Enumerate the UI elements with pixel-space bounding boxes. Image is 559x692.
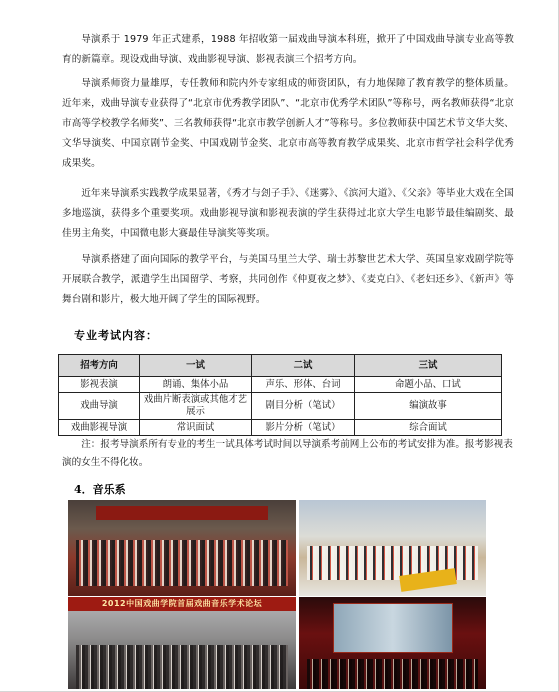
group-photo-concert-hall <box>68 500 296 596</box>
stage-banner <box>96 506 268 520</box>
performers-crowd <box>76 540 288 586</box>
table-row <box>59 377 502 393</box>
table-row <box>59 420 502 436</box>
exam-table <box>58 354 502 436</box>
table-cell: 影片分析（笔试） <box>252 420 355 436</box>
exam-content-heading: 专业考试内容： <box>74 329 158 342</box>
table-header-cell: 三试 <box>355 355 502 377</box>
table-row <box>59 393 502 420</box>
table-cell: 编演故事 <box>355 393 502 420</box>
table-cell: 戏曲导演 <box>59 393 140 420</box>
table-cell: 戏曲影视导演 <box>59 420 140 436</box>
forum-participants <box>76 645 288 689</box>
exam-note: 注：报考导演系所有专业的考生一试具体考试时间以导演系考前网上公布的考试安排为准。报考影视表演的女生不得化妆。 <box>62 439 513 468</box>
table-header-cell: 一试 <box>140 355 252 377</box>
table-cell: 综合面试 <box>355 420 502 436</box>
table-cell: 影视表演 <box>59 377 140 393</box>
table-cell: 剧目分析（笔试） <box>252 393 355 420</box>
group-photo-forum <box>68 597 296 689</box>
orchestra-crowd <box>307 659 478 689</box>
table-cell: 戏曲片断表演或其他才艺展示 <box>140 393 252 420</box>
international-paragraph: 导演系搭建了面向国际的教学平台，与美国马里兰大学、瑞士苏黎世艺术大学、英国皇家戏剧学院等开展联合教学，派遣学生出国留学、考察，共同创作《仲夏夜之梦》、《麦克白》、《老妇还乡》、《新声》等舞台剧和影片，极大地开阔了学生的国际视野。 <box>62 254 514 305</box>
stage-performance-photo <box>299 597 486 689</box>
faculty-paragraph: 导演系师资力量雄厚，专任教师和院内外专家组成的师资团队，有力地保障了教育教学的整体质量。近年来，戏曲导演专业获得了“北京市优秀教学团队”、“北京市优秀学术团队”等称号，两名教师获得“北京市高等学校教学名师奖”、三名教师获得“北京市教学创新人才”等称号。多位教师获中国艺术节文华大奖、文华导演奖、中国京剧节金奖、中国戏剧节金奖、北京市高等教育教学成果奖、北京市哲学社会科学优秀成果奖。 <box>62 78 514 169</box>
group-photo-outdoor <box>299 500 486 596</box>
forum-banner: 2012中国戏曲学院首届戏曲音乐学术论坛 <box>68 597 296 611</box>
table-cell: 声乐、形体、台词 <box>252 377 355 393</box>
table-header-cell: 招考方向 <box>59 355 140 377</box>
table-header-row <box>59 355 502 377</box>
table-cell: 朗诵、集体小品 <box>140 377 252 393</box>
intro-paragraph: 导演系于 1979 年正式建系，1988 年招收第一届戏曲导演本科班，掀开了中国戏曲导演专业高等教育的新篇章。现设戏曲导演、戏曲影视导演、影视表演三个招考方向。 <box>62 34 514 65</box>
table-cell: 常识面试 <box>140 420 252 436</box>
table-header-cell: 二试 <box>252 355 355 377</box>
stage-screen <box>333 603 453 653</box>
achievements-paragraph: 近年来导演系实践教学成果显著，《秀才与刽子手》、《迷雾》、《滨河大道》、《父亲》等毕业大戏在全国多地巡演，获得多个重要奖项。戏曲影视导演和影视表演的学生获得过北京大学生电影节最佳编剧奖、最佳男主角奖，中国微电影大赛最佳导演奖等奖项。 <box>62 188 514 239</box>
table-cell: 命题小品、口试 <box>355 377 502 393</box>
music-department-heading: 4．音乐系 <box>74 483 126 496</box>
